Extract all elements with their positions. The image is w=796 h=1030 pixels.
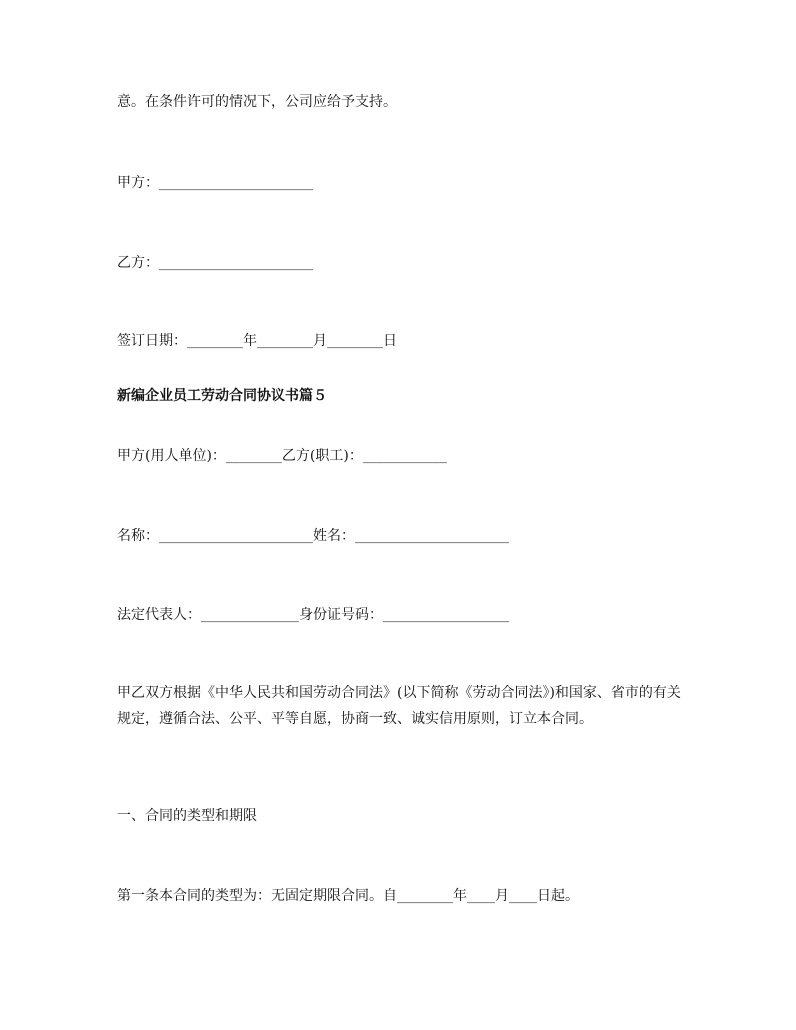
continuation-text: 意。在条件许可的情况下，公司应给予支持。 (117, 94, 397, 110)
article-one-text: 第一条本合同的类型为：无固定期限合同。自________年____月____日起。 (117, 888, 579, 904)
signing-date-line: 签订日期：________年________月________日 (117, 333, 397, 349)
chapter-one-heading: 一、合同的类型和期限 (117, 808, 257, 824)
parties-line: 甲方(用人单位)：________乙方(职工)：____________ (117, 448, 447, 464)
party-b-signature-line: 乙方：______________________ (117, 255, 313, 271)
name-line: 名称：______________________姓名：______________________ (117, 528, 509, 544)
party-a-signature-line: 甲方：______________________ (117, 175, 313, 191)
intro-paragraph: 甲乙双方根据《中华人民共和国劳动合同法》(以下简称《劳动合同法》)和国家、省市的有关规定，遵循合法、公平、平等自愿，协商一致、诚实信用原则，订立本合同。 (117, 685, 681, 727)
section-title: 新编企业员工劳动合同协议书篇５ (117, 388, 327, 404)
legal-representative-line: 法定代表人：______________身份证号码：__________________ (117, 607, 509, 623)
